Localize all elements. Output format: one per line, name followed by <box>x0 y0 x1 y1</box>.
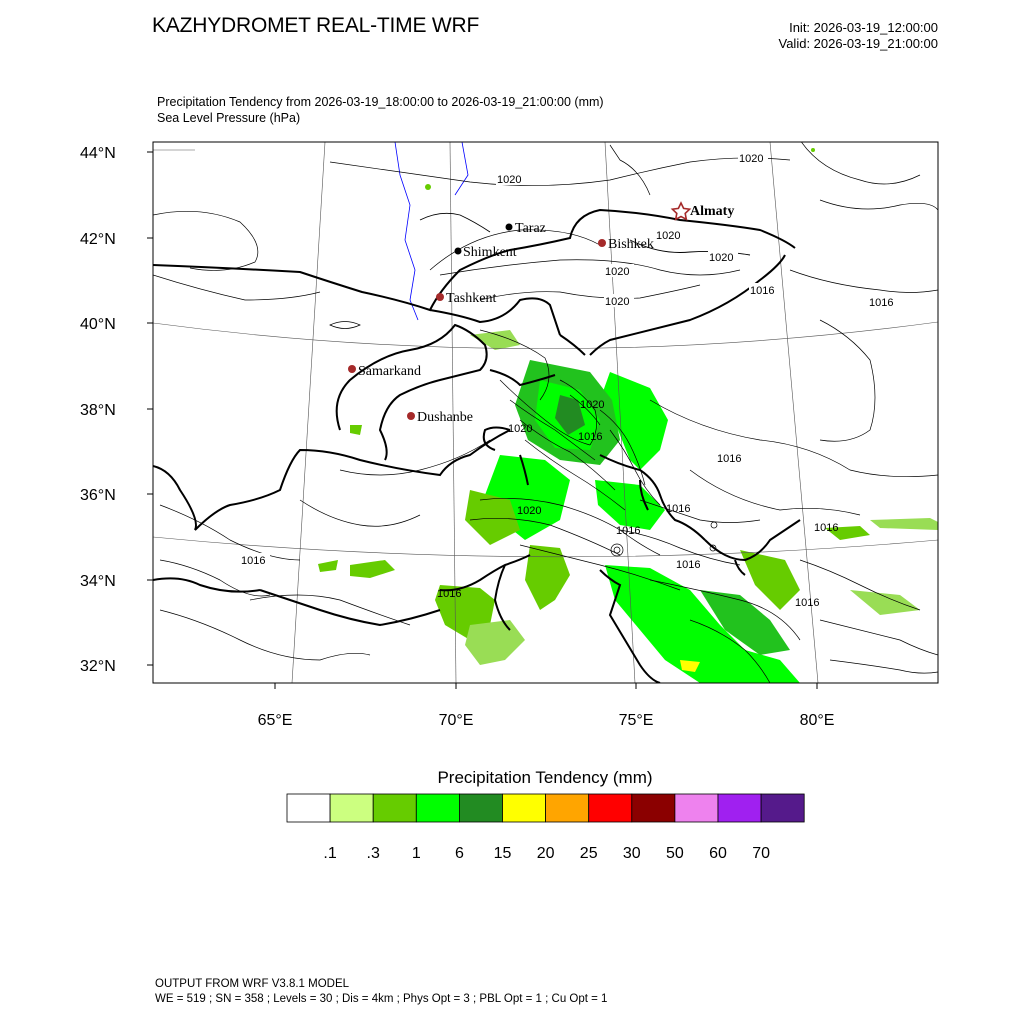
isobar-label: 1016 <box>717 453 742 465</box>
legend-swatch <box>416 794 459 822</box>
map-title: KAZHYDROMET REAL-TIME WRF <box>152 14 480 37</box>
legend-swatch <box>589 794 632 822</box>
isobar-label: 1020 <box>605 266 630 278</box>
legend-tick-label: 70 <box>752 845 770 862</box>
legend-tick-label: 15 <box>493 845 512 862</box>
isobar-label: 1020 <box>508 423 533 435</box>
lat-label: 34°N <box>80 573 116 590</box>
legend-swatch <box>287 794 330 822</box>
isobar-label: 1016 <box>578 431 603 443</box>
isobar-label: 1016 <box>616 525 641 537</box>
isobar-label: 1016 <box>869 297 894 309</box>
isobar-label: 1016 <box>676 559 701 571</box>
isobar-label: 1016 <box>750 285 775 297</box>
dushanbe-marker <box>407 412 415 420</box>
legend-tick-label: 20 <box>536 845 555 862</box>
legend-labels <box>323 845 770 862</box>
legend-tick-label: 30 <box>622 845 641 862</box>
isobar-label: 1020 <box>497 174 522 186</box>
legend-tick-label: 60 <box>709 845 727 862</box>
lat-label: 44°N <box>80 145 116 162</box>
tashkent-marker <box>436 293 444 301</box>
legend-title: Precipitation Tendency (mm) <box>437 768 653 787</box>
legend-tick-label: .3 <box>366 845 380 862</box>
bishkek-marker <box>598 239 606 247</box>
city-label: Dushanbe <box>417 410 473 425</box>
model-settings: WE = 519 ; SN = 358 ; Levels = 30 ; Dis = 4km ; Phys Opt = 3 ; PBL Opt = 1 ; Cu Opt = 1 <box>155 993 608 1005</box>
isobar-label: 1020 <box>580 399 605 411</box>
isobar-label: 1016 <box>241 555 266 567</box>
lon-label: 80°E <box>799 712 835 729</box>
legend-swatch <box>330 794 373 822</box>
legend-swatch <box>546 794 589 822</box>
legend-swatch <box>675 794 718 822</box>
legend-swatch <box>632 794 675 822</box>
isobar-label: 1020 <box>605 296 630 308</box>
legend-swatch <box>718 794 761 822</box>
isobar-label: 1020 <box>709 252 734 264</box>
city-label: Taraz <box>515 221 546 236</box>
isobar-label: 1016 <box>666 503 691 515</box>
lat-ticks <box>147 152 153 665</box>
isobar-label: 1016 <box>437 588 462 600</box>
isobar-label: 1020 <box>517 505 542 517</box>
legend-tick-label: 1 <box>411 845 421 862</box>
model-info: OUTPUT FROM WRF V3.8.1 MODEL <box>155 978 350 990</box>
isobar-label: 1020 <box>656 230 681 242</box>
legend-swatch <box>373 794 416 822</box>
lon-label: 75°E <box>618 712 654 729</box>
legend-colorbar <box>287 794 804 822</box>
shimkent-marker <box>455 248 462 255</box>
almaty-star-icon <box>672 203 689 219</box>
legend-swatch <box>761 794 804 822</box>
valid-time: Valid: 2026-03-19_21:00:00 <box>778 36 938 51</box>
city-label: Tashkent <box>446 291 497 306</box>
isobar-label: 1016 <box>814 522 839 534</box>
legend-tick-label: .1 <box>323 845 337 862</box>
lat-label: 36°N <box>80 487 116 504</box>
legend-swatch <box>459 794 502 822</box>
lon-ticks <box>275 683 817 689</box>
legend-tick-label: 6 <box>454 845 464 862</box>
city-label: Shimkent <box>463 245 517 260</box>
isobar-label: 1020 <box>739 153 764 165</box>
legend-tick-label: 50 <box>666 845 684 862</box>
slp-subtitle: Sea Level Pressure (hPa) <box>157 111 301 125</box>
samarkand-marker <box>348 365 356 373</box>
lon-label: 65°E <box>257 712 293 729</box>
lat-label: 42°N <box>80 231 116 248</box>
taraz-marker <box>506 224 513 231</box>
city-label: Samarkand <box>358 364 421 379</box>
init-time: Init: 2026-03-19_12:00:00 <box>789 20 938 35</box>
city-label: Almaty <box>690 204 735 219</box>
lon-label: 70°E <box>438 712 474 729</box>
lat-label: 32°N <box>80 658 116 675</box>
isobar-label: 1016 <box>795 597 820 609</box>
legend-tick-label: 25 <box>579 845 598 862</box>
precip-subtitle: Precipitation Tendency from 2026-03-19_18:00:00 to 2026-03-19_21:00:00 (mm) <box>157 95 604 109</box>
legend-swatch <box>503 794 546 822</box>
lat-label: 38°N <box>80 402 116 419</box>
lat-label: 40°N <box>80 316 116 333</box>
city-label: Bishkek <box>608 237 654 252</box>
